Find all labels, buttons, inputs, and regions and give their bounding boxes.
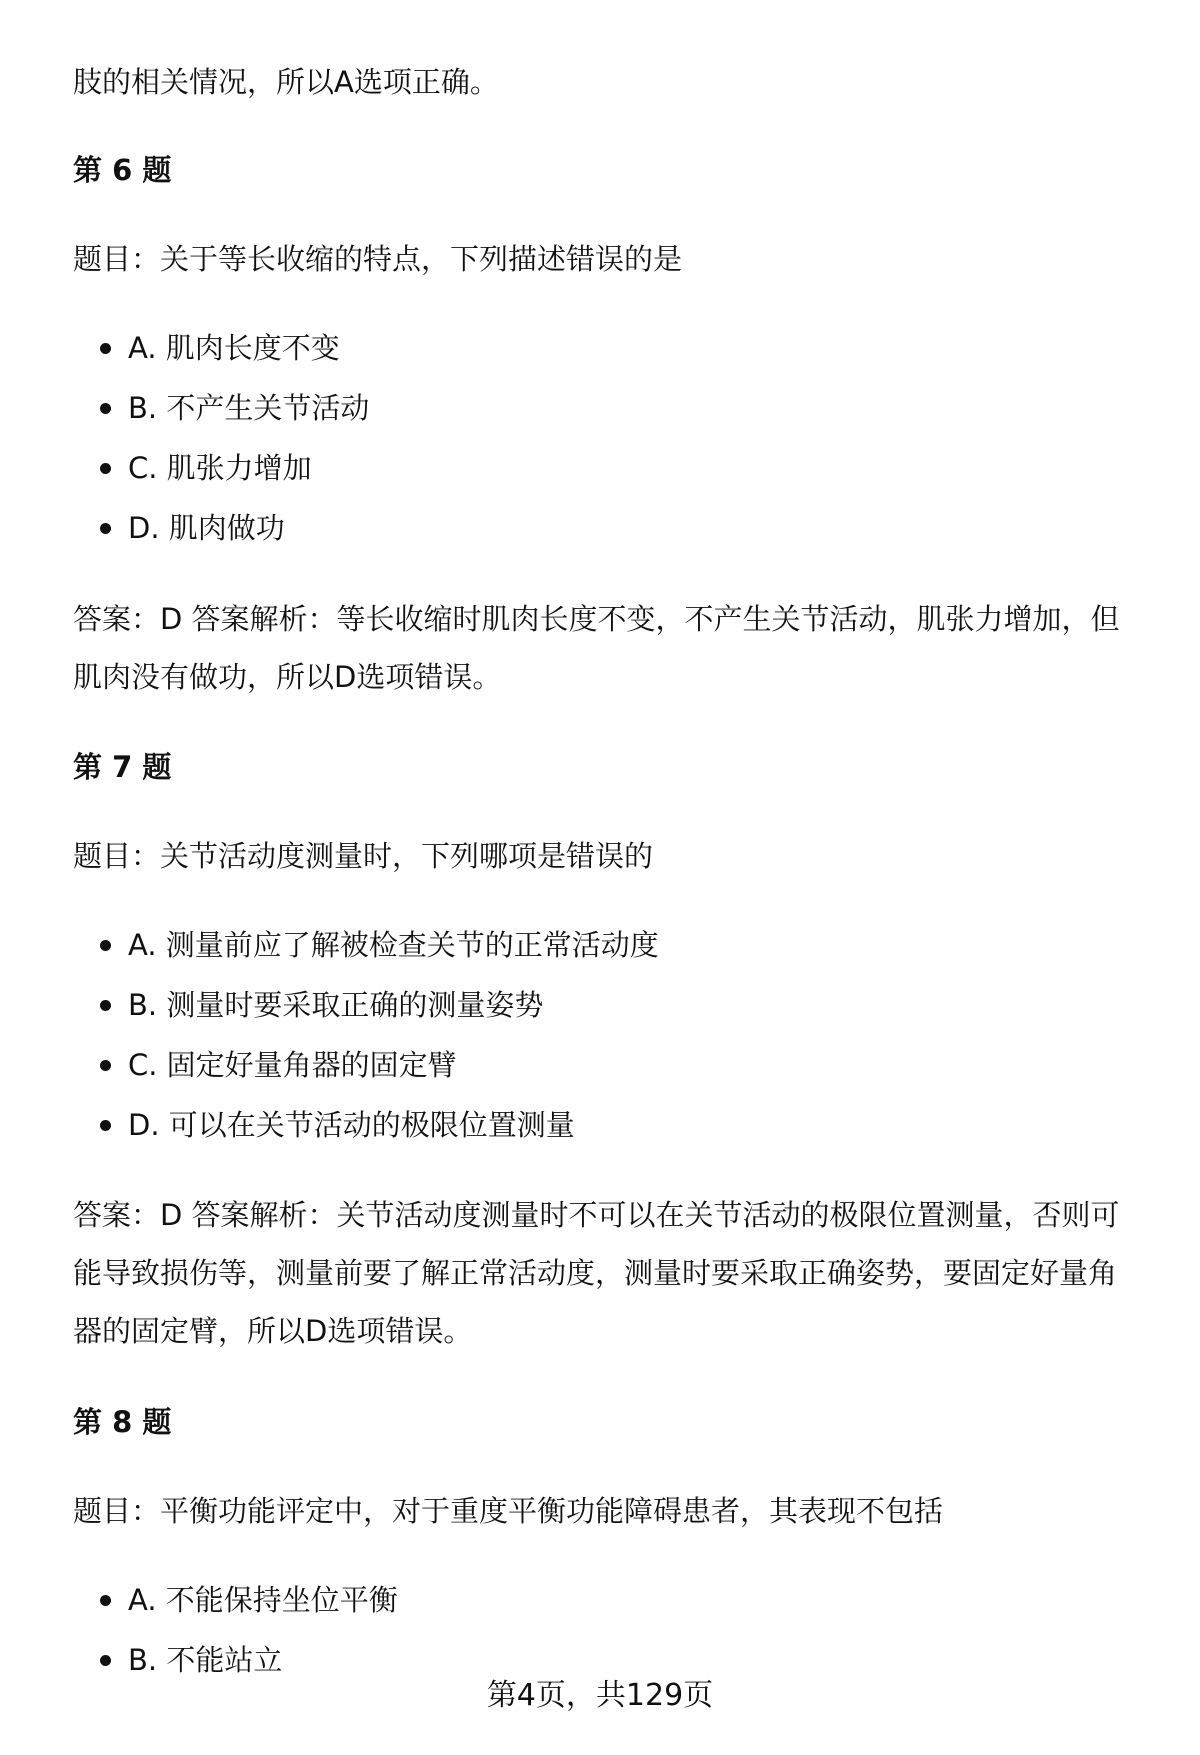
answer-block	[73, 590, 1153, 706]
option-text: A. 测量前应了解被检查关节的正常活动度	[128, 928, 659, 962]
option-list	[73, 925, 659, 1165]
option-item	[73, 1580, 398, 1640]
option-text: D. 肌肉做功	[128, 511, 285, 545]
answer-block	[73, 1186, 1153, 1360]
option-item	[73, 328, 369, 388]
bullet-icon	[100, 343, 111, 354]
bullet-icon	[100, 523, 111, 534]
bullet-icon	[100, 1000, 111, 1011]
option-text: A. 肌肉长度不变	[128, 331, 340, 365]
bullet-icon	[100, 463, 111, 474]
option-list	[73, 328, 369, 568]
bullet-icon	[100, 1120, 111, 1131]
option-item	[73, 388, 369, 448]
option-text: B. 不产生关节活动	[128, 391, 370, 425]
option-item	[73, 985, 659, 1045]
option-text: D. 可以在关节活动的极限位置测量	[128, 1108, 575, 1142]
option-text: C. 肌张力增加	[128, 451, 312, 485]
question-stem: 题目：关于等长收缩的特点，下列描述错误的是	[73, 242, 683, 276]
bullet-icon	[100, 403, 111, 414]
bullet-icon	[100, 1655, 111, 1666]
continued-answer-text: 肢的相关情况，所以A选项正确。	[73, 65, 499, 99]
option-item	[73, 1105, 659, 1165]
bullet-icon	[100, 1060, 111, 1071]
option-item	[73, 448, 369, 508]
answer-line: 肌肉没有做功，所以D选项错误。	[73, 660, 502, 694]
page-number-footer: 第4页，共129页	[486, 1678, 714, 1713]
answer-line: 答案：D 答案解析：关节活动度测量时不可以在关节活动的极限位置测量，否则可	[73, 1198, 1120, 1232]
bullet-icon	[100, 940, 111, 951]
question-title: 第 6 题	[73, 153, 172, 187]
option-text: B. 测量时要采取正确的测量姿势	[128, 988, 544, 1022]
option-item	[73, 925, 659, 985]
question-stem: 题目：关节活动度测量时，下列哪项是错误的	[73, 839, 654, 873]
option-item	[73, 1045, 659, 1105]
answer-line: 器的固定臂，所以D选项错误。	[73, 1314, 473, 1348]
answer-line: 能导致损伤等，测量前要了解正常活动度，测量时要采取正确姿势，要固定好量角	[73, 1256, 1118, 1290]
option-text: B. 不能站立	[128, 1643, 283, 1677]
question-title: 第 7 题	[73, 750, 172, 784]
option-text: A. 不能保持坐位平衡	[128, 1583, 398, 1617]
answer-line: 答案：D 答案解析：等长收缩时肌肉长度不变，不产生关节活动，肌张力增加，但	[73, 602, 1120, 636]
question-stem: 题目：平衡功能评定中，对于重度平衡功能障碍患者，其表现不包括	[73, 1494, 944, 1528]
question-title: 第 8 题	[73, 1405, 172, 1439]
bullet-icon	[100, 1595, 111, 1606]
option-item	[73, 508, 369, 568]
option-text: C. 固定好量角器的固定臂	[128, 1048, 457, 1082]
